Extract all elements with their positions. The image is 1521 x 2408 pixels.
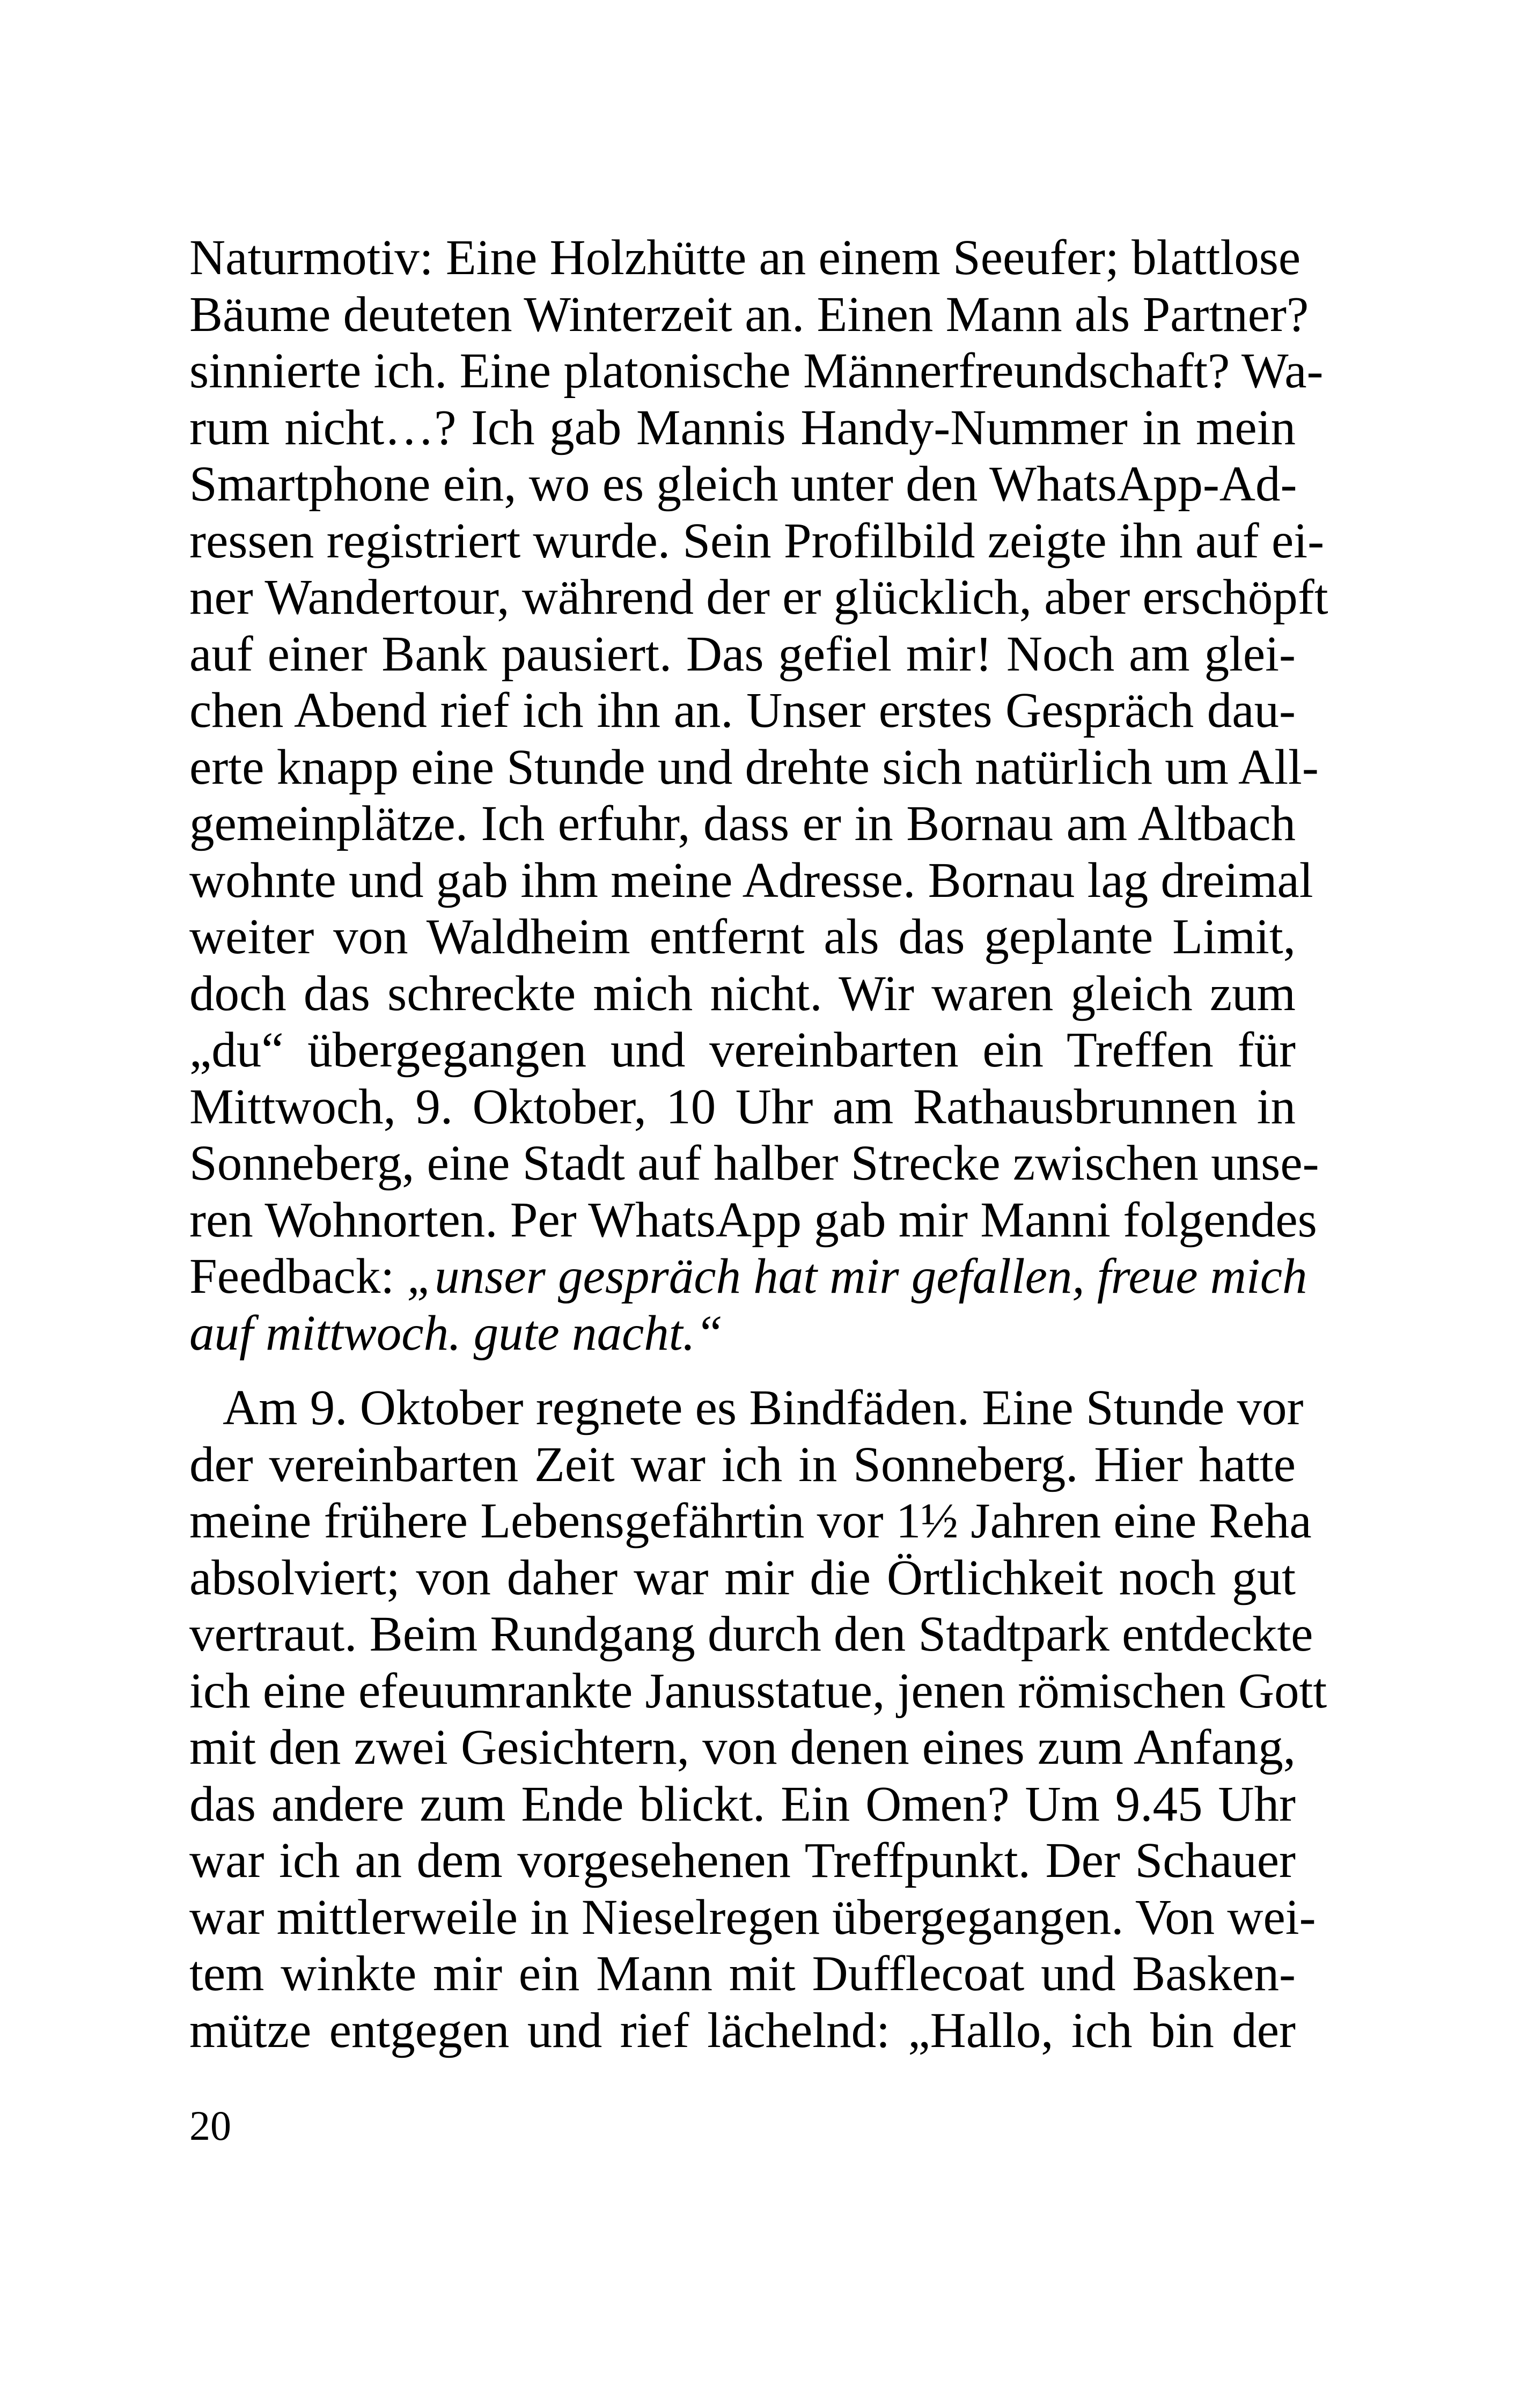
text-line: gemeinplätze. Ich erfuhr, dass er in Bornau am Altbach bbox=[189, 796, 1296, 851]
text-line: „du“ übergegangen und vereinbarten ein Treffen für bbox=[189, 1022, 1296, 1078]
text-line: Bäume deuteten Winterzeit an. Einen Mann als Partner? bbox=[189, 286, 1309, 342]
paragraph-gap bbox=[189, 1361, 1296, 1380]
paragraph-1 bbox=[189, 230, 1328, 1361]
text-line: der vereinbarten Zeit war ich in Sonneberg. Hier hatte bbox=[189, 1437, 1296, 1492]
text-line: sinnierte ich. Eine platonische Männerfreundschaft? Wa- bbox=[189, 343, 1324, 399]
text-line: das andere zum Ende blickt. Ein Omen? Um 9.45 Uhr bbox=[189, 1776, 1296, 1832]
text-line: erte knapp eine Stunde und drehte sich natürlich um All- bbox=[189, 739, 1319, 795]
whatsapp-quote: „unser gespräch hat mir gefallen, freue mich bbox=[407, 1249, 1307, 1304]
text-line: Mittwoch, 9. Oktober, 10 Uhr am Rathausbrunnen in bbox=[189, 1079, 1296, 1135]
paragraph-2 bbox=[189, 1380, 1327, 2059]
text-line: weiter von Waldheim entfernt als das geplante Limit, bbox=[189, 909, 1296, 964]
text-line: ner Wandertour, während der er glücklich, aber erschöpft bbox=[189, 570, 1328, 625]
text-line: absolviert; von daher war mir die Örtlichkeit noch gut bbox=[189, 1550, 1296, 1606]
text-line: vertraut. Beim Rundgang durch den Stadtpark entdeckte bbox=[189, 1607, 1313, 1662]
text-line: wohnte und gab ihm meine Adresse. Bornau lag dreimal bbox=[189, 852, 1313, 908]
text-line: mit den zwei Gesichtern, von denen eines zum Anfang, bbox=[189, 1720, 1296, 1775]
text-line: war ich an dem vorgesehenen Treffpunkt. Der Schauer bbox=[189, 1833, 1296, 1888]
text-line: auf einer Bank pausiert. Das gefiel mir! Noch am glei- bbox=[189, 626, 1296, 682]
text-line: tem winkte mir ein Mann mit Dufflecoat und Basken- bbox=[189, 1946, 1296, 2001]
text-line: ren Wohnorten. Per WhatsApp gab mir Manni folgendes bbox=[189, 1192, 1317, 1248]
text-line: Smartphone ein, wo es gleich unter den WhatsApp-Ad- bbox=[189, 456, 1297, 512]
text-line: rum nicht…? Ich gab Mannis Handy-Nummer in mein bbox=[189, 400, 1296, 455]
text-line: doch das schreckte mich nicht. Wir waren gleich zum bbox=[189, 966, 1296, 1021]
text-line: ich eine efeuumrankte Janusstatue, jenen römischen Gott bbox=[189, 1663, 1327, 1719]
text-line: Am 9. Oktober regnete es Bindfäden. Eine Stunde vor bbox=[223, 1380, 1304, 1435]
text-line: war mittlerweile in Nieselregen übergegangen. Von wei- bbox=[189, 1889, 1316, 1945]
feedback-line bbox=[189, 1248, 1307, 1305]
text-line: Sonneberg, eine Stadt auf halber Strecke zwischen unse- bbox=[189, 1136, 1319, 1191]
text-line: ressen registriert wurde. Sein Profilbild zeigte ihn auf ei- bbox=[189, 513, 1325, 569]
text-line: mütze entgegen und rief lächelnd: „Hallo, ich bin der bbox=[189, 2002, 1296, 2058]
text-line: chen Abend rief ich ihn an. Unser erstes Gespräch dau- bbox=[189, 683, 1296, 738]
feedback-prefix: Feedback: bbox=[189, 1249, 407, 1304]
text-line: Naturmotiv: Eine Holzhütte an einem Seeufer; blattlose bbox=[189, 230, 1301, 285]
page-number: 20 bbox=[189, 2102, 231, 2149]
whatsapp-quote-end: auf mittwoch. gute nacht.“ bbox=[189, 1305, 723, 1361]
body-text bbox=[189, 230, 1328, 2059]
text-line: meine frühere Lebensgefährtin vor 1½ Jahren eine Reha bbox=[189, 1493, 1312, 1549]
